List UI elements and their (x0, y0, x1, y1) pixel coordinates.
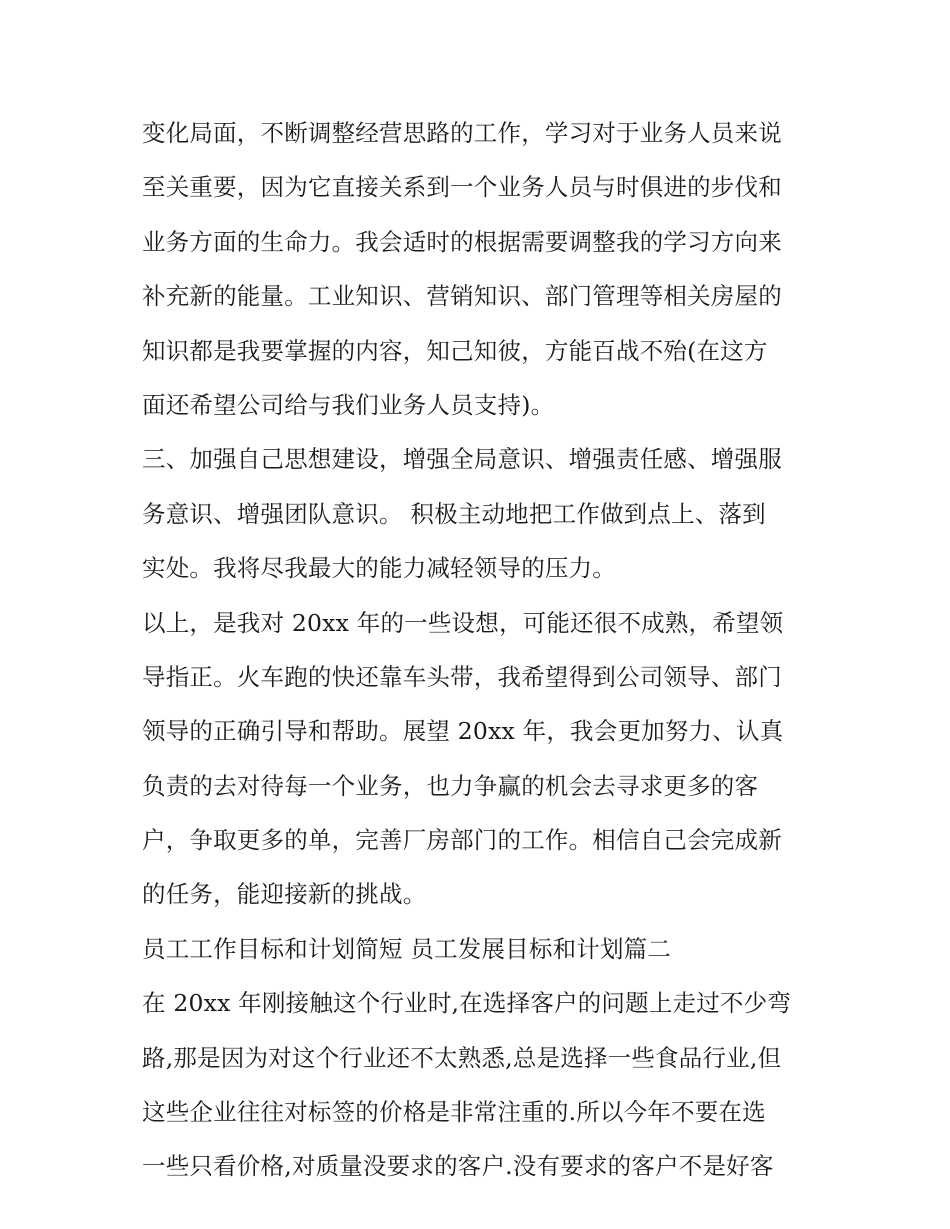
text-line: 业务方面的生命力。我会适时的根据需要调整我的学习方向来 (142, 227, 782, 256)
text-line: 务意识、增强团队意识。 积极主动地把工作做到点上、落到 (142, 499, 766, 528)
text-line: 以上，是我对 20xx 年的一些设想，可能还很不成熟，希望领 (142, 608, 784, 637)
text-line: 知识都是我要掌握的内容，知己知彼，方能百战不殆(在这方 (142, 336, 768, 365)
text-line: 导指正。火车跑的快还靠车头带，我希望得到公司领导、部门 (142, 662, 782, 691)
text-line: 补充新的能量。工业知识、营销知识、部门管理等相关房屋的 (142, 282, 782, 311)
text-line: 在 20xx 年刚接触这个行业时,在选择客户的问题上走过不少弯 (142, 989, 792, 1018)
text-line: 实处。我将尽我最大的能力减轻领导的压力。 (142, 554, 616, 583)
text-line: 三、加强自己思想建设，增强全局意识、增强责任感、增强服 (142, 445, 782, 474)
text-line: 一些只看价格,对质量没要求的客户.没有要求的客户不是好客 (142, 1152, 774, 1181)
text-line: 的任务，能迎接新的挑战。 (142, 880, 427, 909)
text-line: 变化局面，不断调整经营思路的工作，学习对于业务人员来说 (142, 119, 782, 147)
text-line: 这些企业往往对标签的价格是非常注重的.所以今年不要在选 (142, 1098, 766, 1127)
section-heading: 员工工作目标和计划简短 员工发展目标和计划篇二 (142, 934, 672, 963)
text-line: 路,那是因为对这个行业还不太熟悉,总是选择一些食品行业,但 (142, 1043, 782, 1072)
text-line: 领导的正确引导和帮助。展望 20xx 年，我会更加努力、认真 (142, 717, 784, 746)
text-line: 至关重要，因为它直接关系到一个业务人员与时俱进的步伐和 (142, 173, 782, 202)
text-line: 负责的去对待每一个业务，也力争赢的机会去寻求更多的客 (142, 771, 759, 800)
text-line: 户，争取更多的单，完善厂房部门的工作。相信自己会完成新 (142, 826, 782, 855)
document-body (142, 106, 822, 1194)
text-line: 面还希望公司给与我们业务人员支持)。 (142, 390, 555, 419)
